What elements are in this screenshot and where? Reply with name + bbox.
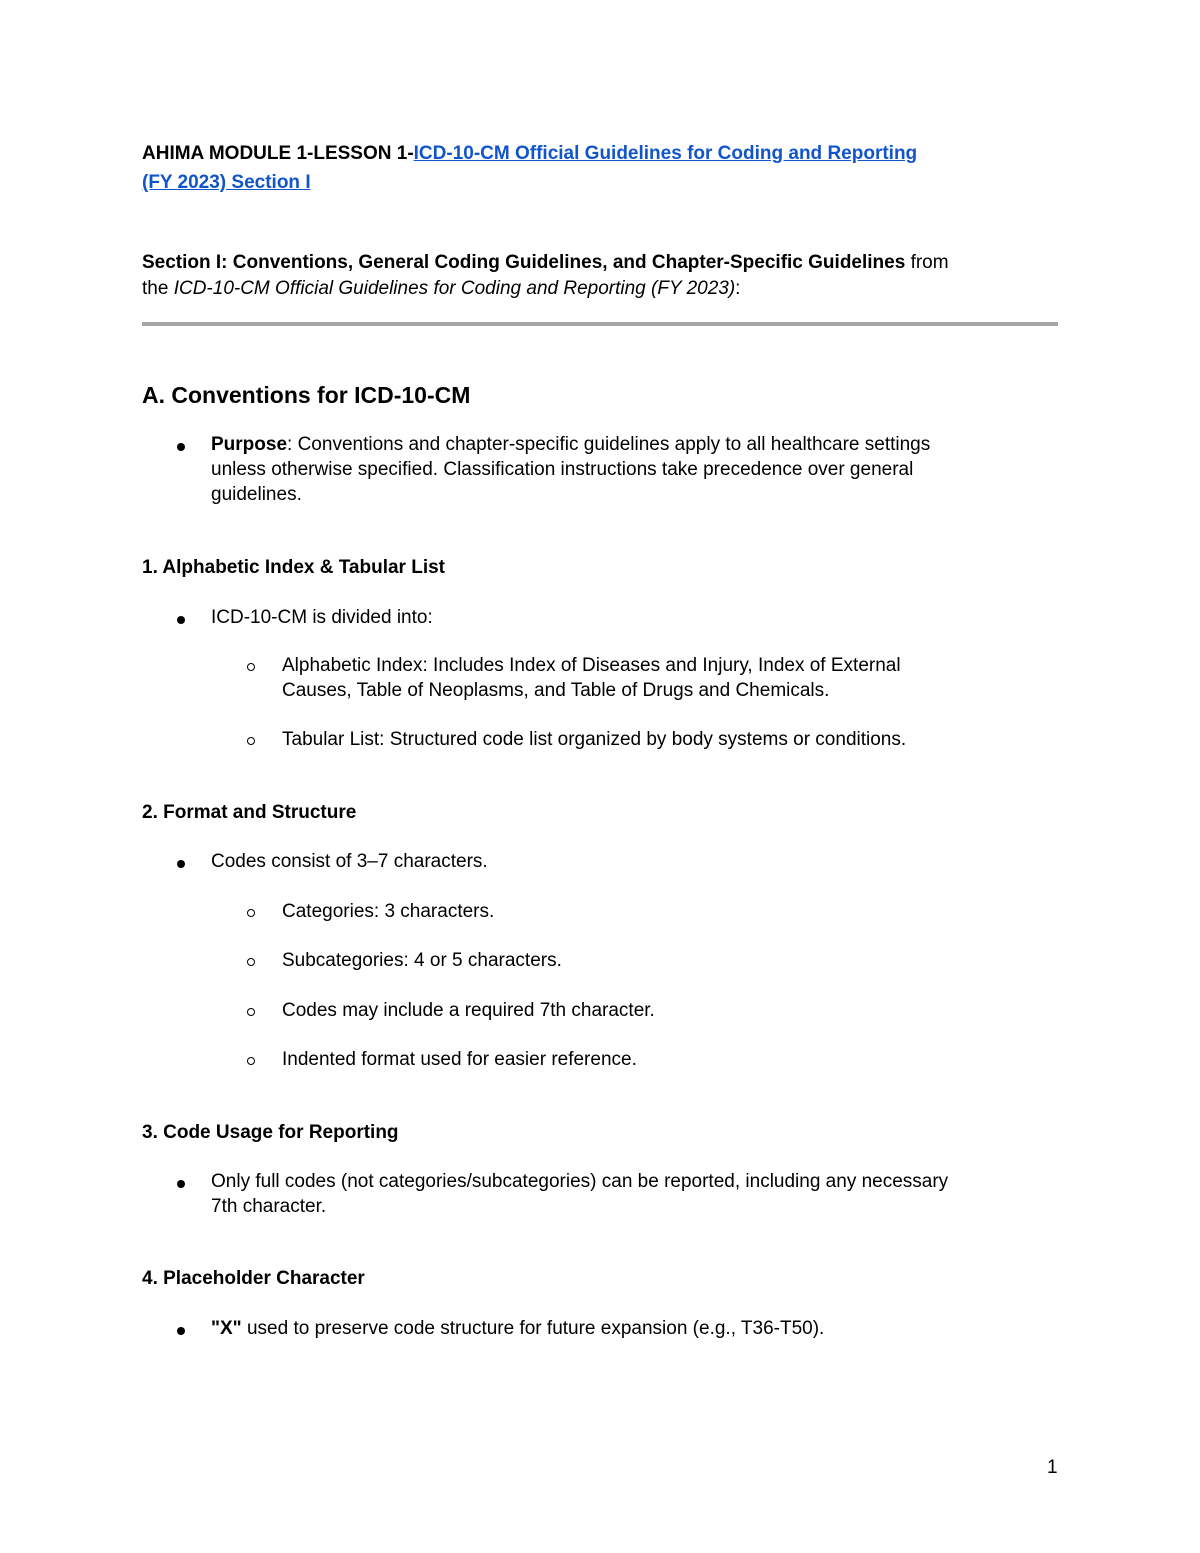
intro-colon: : xyxy=(735,278,741,299)
bullet-icon xyxy=(177,860,185,868)
section-a-heading: A. Conventions for ICD-10-CM xyxy=(142,382,471,408)
intro-from: from xyxy=(905,252,949,273)
list-item: Codes may include a required 7th character. xyxy=(282,1000,655,1021)
purpose-line2: unless otherwise specified. Classification instructions take precedence over general xyxy=(211,459,914,480)
subsection-3-heading: 3. Code Usage for Reporting xyxy=(142,1122,399,1143)
sub1-item-a-line2: Causes, Table of Neoplasms, and Table of Drugs and Chemicals. xyxy=(282,680,830,701)
circle-bullet-icon xyxy=(247,1057,255,1065)
page-number: 1 xyxy=(1047,1457,1058,1478)
horizontal-divider xyxy=(142,322,1058,326)
document-title-line2 xyxy=(142,170,311,196)
sub3-line1: Only full codes (not categories/subcategories) can be reported, including any necessary xyxy=(211,1171,949,1192)
sub3-line2: 7th character. xyxy=(211,1196,327,1217)
purpose-line3: guidelines. xyxy=(211,484,302,505)
subsection-4-heading: 4. Placeholder Character xyxy=(142,1268,365,1289)
circle-bullet-icon xyxy=(247,737,255,745)
title-prefix: AHIMA MODULE 1-LESSON 1- xyxy=(142,143,414,164)
circle-bullet-icon xyxy=(247,663,255,671)
placeholder-text: used to preserve code structure for future expansion (e.g., T36-T50). xyxy=(241,1318,825,1339)
placeholder-x: "X" xyxy=(211,1318,242,1339)
list-item: Categories: 3 characters. xyxy=(282,901,495,922)
purpose-label: Purpose xyxy=(211,434,288,455)
circle-bullet-icon xyxy=(247,958,255,966)
intro-line1 xyxy=(142,250,949,276)
circle-bullet-icon xyxy=(247,1008,255,1016)
purpose-text: : Conventions and chapter-specific guidelines apply to all healthcare settings xyxy=(287,434,931,455)
list-item: Indented format used for easier reference. xyxy=(282,1049,637,1070)
sub4-line xyxy=(211,1316,824,1342)
intro-bold: Section I: Conventions, General Coding Guidelines, and Chapter-Specific Guidelines xyxy=(142,252,906,273)
intro-the: the xyxy=(142,278,174,299)
circle-bullet-icon xyxy=(247,909,255,917)
bullet-icon xyxy=(177,443,185,451)
subsection-1-heading: 1. Alphabetic Index & Tabular List xyxy=(142,557,445,578)
purpose-line1 xyxy=(211,432,930,458)
subsection-2-heading: 2. Format and Structure xyxy=(142,802,357,823)
bullet-icon xyxy=(177,1327,185,1335)
sub1-item-b: Tabular List: Structured code list organized by body systems or conditions. xyxy=(282,729,907,750)
sub2-bullet: Codes consist of 3–7 characters. xyxy=(211,851,488,872)
document-title xyxy=(142,141,917,167)
guidelines-link-continued[interactable]: (FY 2023) Section I xyxy=(142,172,311,193)
bullet-icon xyxy=(177,1180,185,1188)
sub1-bullet: ICD-10-CM is divided into: xyxy=(211,607,433,628)
intro-italic: ICD-10-CM Official Guidelines for Coding and Reporting (FY 2023) xyxy=(173,278,736,299)
intro-line2 xyxy=(142,276,740,302)
sub1-item-a-line1: Alphabetic Index: Includes Index of Diseases and Injury, Index of External xyxy=(282,655,901,676)
list-item: Subcategories: 4 or 5 characters. xyxy=(282,950,562,971)
guidelines-link[interactable]: ICD-10-CM Official Guidelines for Coding and Reporting xyxy=(413,143,918,164)
bullet-icon xyxy=(177,616,185,624)
